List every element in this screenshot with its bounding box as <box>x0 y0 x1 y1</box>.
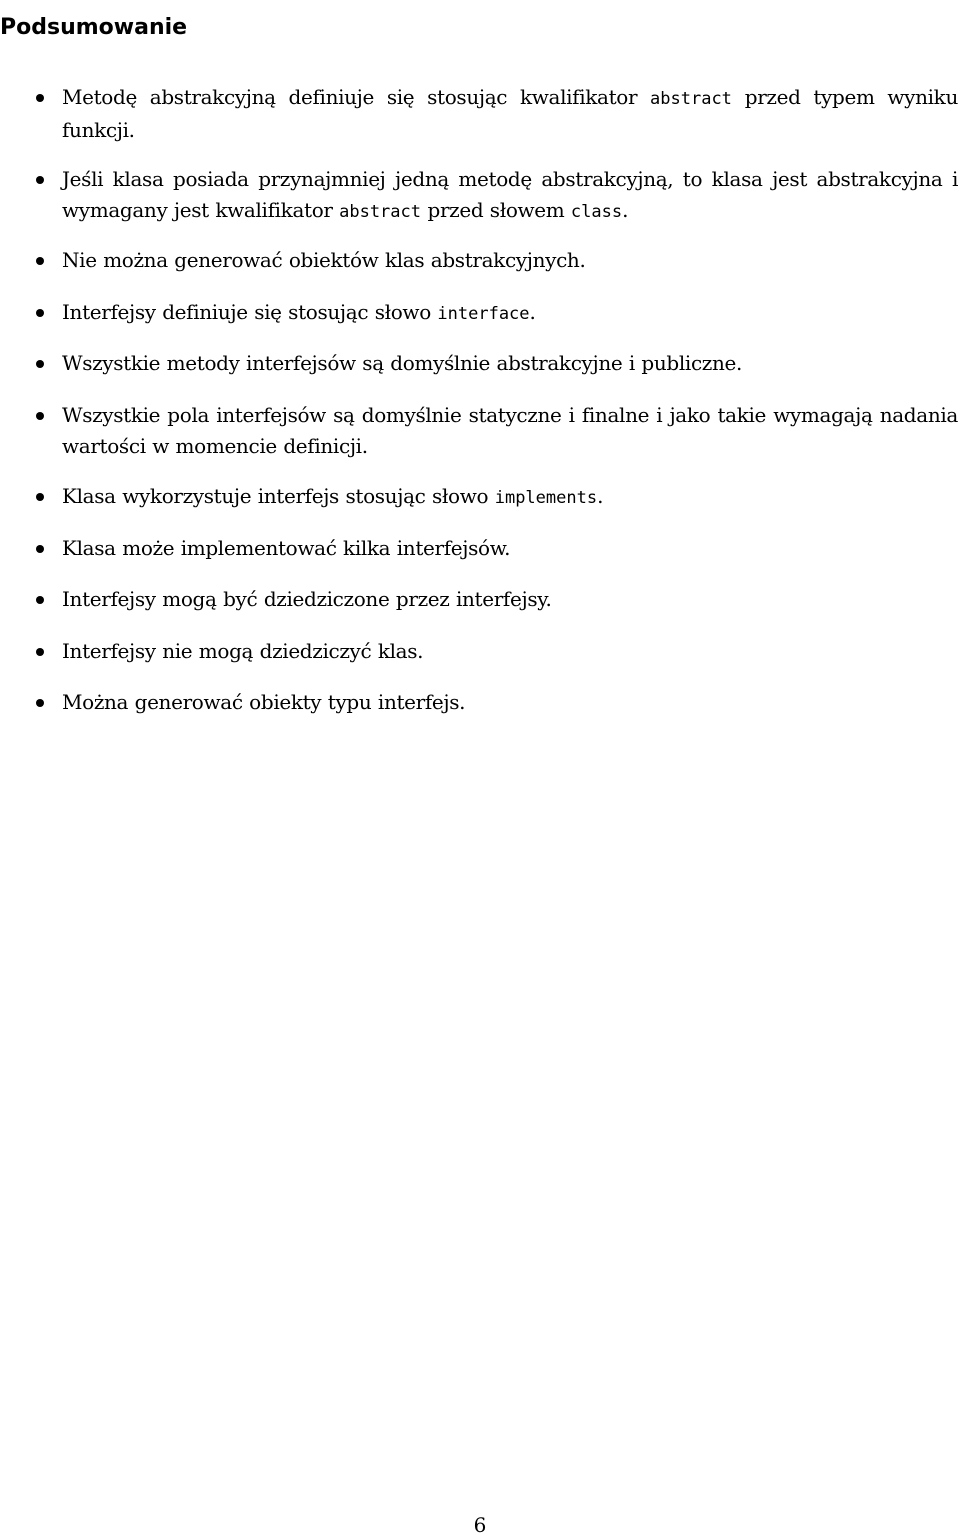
list-item <box>62 164 958 228</box>
list-item <box>62 348 958 379</box>
list-item-text: Interfejsy definiuje się stosując słowo <box>62 300 438 324</box>
list-item-text: Interfejsy nie mogą dziedziczyć klas. <box>62 639 424 663</box>
list-item-text: Jeśli klasa posiada przynajmniej jedną metodę abstrakcyjną, to klasa jest abstrakcyjna i wymagany jest kwalifikator <box>62 167 958 222</box>
list-item-text: przed słowem <box>421 198 571 222</box>
inline-code: interface <box>437 304 530 324</box>
list-item <box>62 533 958 564</box>
bullet-icon <box>36 257 44 265</box>
bullet-icon <box>36 699 44 707</box>
list-item-text: . <box>622 198 629 222</box>
list-item-text: Wszystkie metody interfejsów są domyślnie abstrakcyjne i publiczne. <box>62 351 743 375</box>
list-item <box>62 636 958 667</box>
inline-code: abstract <box>339 202 421 222</box>
bullet-icon <box>36 545 44 553</box>
list-item <box>62 297 958 330</box>
bullet-icon <box>36 309 44 317</box>
list-item-text: . <box>529 300 536 324</box>
page-title: Podsumowanie <box>0 14 188 40</box>
summary-list <box>0 0 960 760</box>
bullet-icon <box>36 360 44 368</box>
inline-code: abstract <box>650 89 732 109</box>
list-item-text: Można generować obiekty typu interfejs. <box>62 690 466 714</box>
bullet-icon <box>36 493 44 501</box>
bullet-icon <box>36 596 44 604</box>
bullet-icon <box>36 94 44 102</box>
list-item <box>62 400 958 462</box>
inline-code: class <box>570 202 623 222</box>
list-item <box>62 245 958 276</box>
list-item-text: Metodę abstrakcyjną definiuje się stosując kwalifikator <box>62 85 651 109</box>
list-item <box>62 481 958 514</box>
list-item-text: przed typem wyniku funkcji. <box>62 85 958 142</box>
list-item-text: . <box>597 484 604 508</box>
list-item-text: Klasa może implementować kilka interfejsów. <box>62 536 511 560</box>
list-item-text: Interfejsy mogą być dziedziczone przez interfejsy. <box>62 587 552 611</box>
list-item <box>62 687 958 718</box>
list-item-text: Nie można generować obiektów klas abstrakcyjnych. <box>62 248 586 272</box>
bullet-icon <box>36 648 44 656</box>
list-item-text: Wszystkie pola interfejsów są domyślnie statyczne i finalne i jako takie wymagają nadania wartości w momencie definicji. <box>62 403 958 458</box>
list-item <box>62 584 958 615</box>
inline-code: implements <box>494 488 598 508</box>
bullet-icon <box>36 412 44 420</box>
page-number: 6 <box>473 1513 487 1537</box>
list-item <box>62 82 958 146</box>
bullet-icon <box>36 176 44 184</box>
list-item-text: Klasa wykorzystuje interfejs stosując słowo <box>62 484 495 508</box>
